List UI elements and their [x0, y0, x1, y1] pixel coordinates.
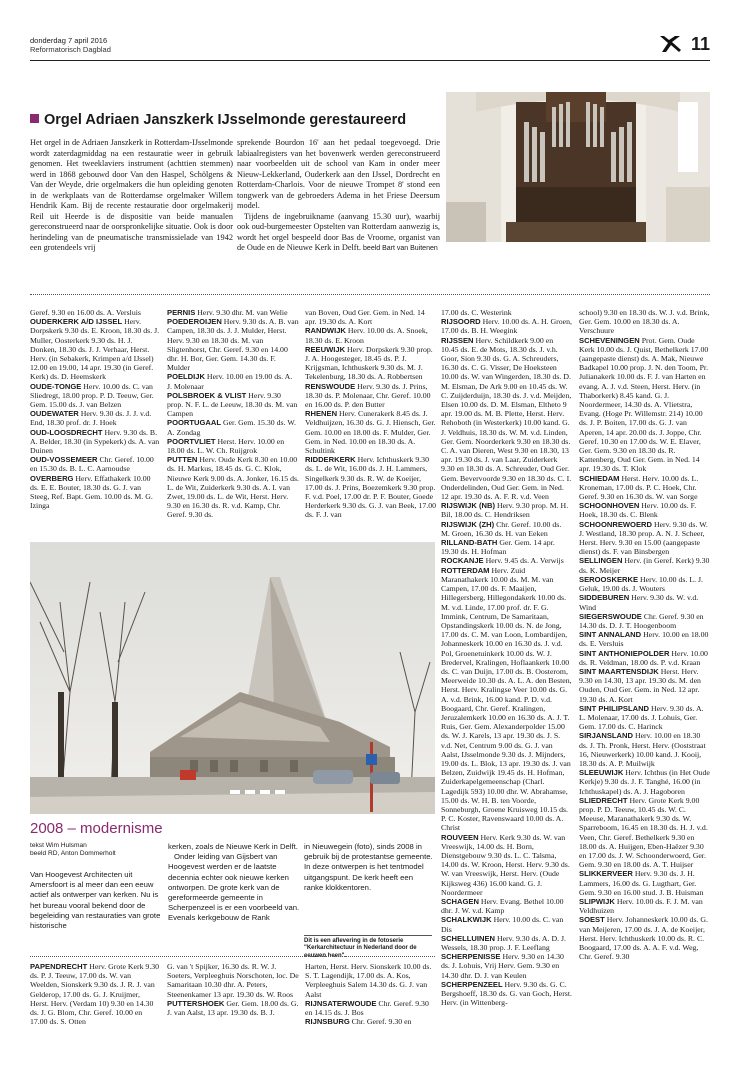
listing-text: Herv. 9.30 ds. A. L. Molenaar, 17.00 ds. J. Lohuis, Ger. Gem. 17.00 ds. C. Harinck — [579, 703, 704, 732]
listing-text: Herv. Johanneskerk 10.00 ds. G. van Meijeren, 17.00 ds. J. A. de Koeijer, Herst. Herv. Ichthuskerk 10.00 ds. R. C. Boogaard, 17.00 ds. A. A. F. v.d. Weg, Chr. Geref. 9.30 — [579, 915, 708, 962]
listing-text: Herv. 10.00 ds. A. H. Groen, 17.00 ds. B. H. Weegink — [441, 317, 572, 336]
listing-text: Herv. 9.30 ds. W. J. Westland, 18.30 prop. A. N. J. Scheer, Herst. Herv. 9.30 en 15.00 (aangepaste dienst) ds. F. van Binsbergen — [579, 519, 708, 557]
listing-text: Herv. 9.30 ds. W. v.d. Wind — [579, 593, 699, 612]
listing-text: Herv. 9.30 ds. J. Prins, 18.30 ds. P. Molenaar, Chr. Geref. 10.00 en 16.00 ds. P. den Butter — [305, 381, 431, 410]
listing-place: PERNIS — [167, 308, 196, 317]
feature-title: 2008 – modernisme — [30, 820, 163, 837]
feature-col-2 — [168, 842, 300, 924]
listing-text: Herv. Evang. Bethel 10.00 dhr. J. W. v.d. Kamp — [441, 897, 564, 916]
listing-text: G. van 't Spijker, 16.30 ds. R. W. J. Soeters, Verpleeghuis Norschoten, loc. De Samaritaan 10.30 dhr. A. Peters, Steenenkamer 13 apr. 19.30 ds. W. Roos — [167, 962, 299, 999]
listing-text: Herv. 9.45 ds. A. Verwijs — [483, 556, 564, 566]
listing-text: Herv. 9.30 ds. A. D. J. Wessels, 18.30 prop. J. F. Leeflang — [441, 933, 566, 953]
listing-text: Herv. Grote Kerk 9.00 prop. P. D. Teeuw, 10.45 ds. W. C. Meeuse, Maranathakerk 9.30 ds. W. Sparreboom, 16.45 en 18.30 ds. H. J. v.d. Veen, Chr. Geref. Bethelkerk 9.30 en 18.00 ds. A. Huijgen, Eben-Haëzer 9.30 en 17.00 ds. J. W. Schoonderwoerd, Ger. Gem. 9.30 en 18.00 ds. A. T. Huijser — [579, 795, 708, 870]
listing-place: POLSBROEK & VLIST — [167, 390, 247, 400]
page-header — [30, 36, 710, 58]
listing-text: Herv. Schildkerk 9.00 en 10.45 ds. E. de Mots, 18.30 ds. J. v.h. Goor, Sion 9.30 ds. G. A. Schreuders, 16.30 ds. C. G. Visser, De Hoeksteen 10.00 ds. W. van Wingerden, 18.30 ds. D. M. Elsman, De Ark 9.00 en 10.45 ds. W. C. Zuijderduijn, 18.30 ds. J. v.d. Meijden, Elsen 10.00 ds. D. M. Elsman, Eltheto 9 apr. 19.00 ds. M. B. Plette, Herst. Herv. Rehoboth (in Westerkerk) 10.00 kand. G. J. Veldhuis, 18.30 ds. W. M. v.d. Linden, Ger. Gem. Noorderkerk 9.30 en 18.30 ds. C. A. van Dieren, West 9.30 en 18.30, 13 apr. 19.30 ds. J. van Laar, Zuiderkerk 9.30 en 18.30 ds. A. Schreuder, Oud Ger. Gem. Bevervoorde 9.30 en 18.30 ds. C. I. Onderdelinden, Oud Ger. Gem. in Ned. 12 apr. 19.30 ds. A. F. R. v.d. Veen — [441, 335, 572, 502]
listing-column-2 — [167, 308, 299, 520]
listing-column-8 — [305, 962, 437, 1026]
listing-text: Herv. Cunerakerk 8.45 ds. J. Veldhuijzen, 16.30 ds. G. J. Hiensch, Ger. Gem. 10.00 en 18.00 ds. F. Mulder, Ger. Gem. in Ned. 10.00 en 18.30 ds. A. Schultink — [305, 409, 436, 456]
listing-place: RIJSWIJK (ZH) — [441, 519, 495, 529]
listing-place: SCHOONREWOERD — [579, 519, 652, 529]
listing-text: Prot. Gem. Oude Kerk 10.00 ds. J. Quist, Bethelkerk 17.00 (aangepaste dienst) ds. A. Mak, Nieuwe Badkapel 10.00 prop. J. N. den Toom, Pr. Julianakerk 10.00 ds. F. J. van Harten en evang. A. J. v.d. Steen, Herst. Herv. (in Thaborkerk) 8.45 kand. G. J. Noordermeer, 14.30 ds. A. Vlietstra, Evang. (Hoge Pr. Willemstr. 214) 10.00 ds. J. P. Boiten, 17.00 ds. G. J. van Aperen, 14 apr. 20.00 ds. J. Joppe, Chr. Geref. 10.30 en 17.00 ds. W. E. Elaver, Ger. Gem. 9.30 en 18.30 ds. R. Kattenberg, Oud Ger. Gem. in Ned. 14 apr. 19.30 ds. T. Klok — [579, 335, 709, 474]
listing-place: OUDERKERK A/D IJSSEL — [30, 317, 123, 327]
listing-place: SCHELLUINEN — [441, 933, 496, 943]
listing-text: Herv. (in Geref. Kerk) 9.30 ds. K. Meijer — [579, 556, 710, 575]
feature-col-3-text: in Nieuwegein (foto), sinds 2008 in gebruik bij de protestantse gemeente. In deze ontwerpen is het tentmodel uitgangspunt. De kerk heeft een ranke klokkentoren. — [304, 842, 433, 892]
article-col-2-text: sprekende Bourdon 16' aan het pedaal toegevoegd. Drie labiaalregisters van het bovenwerk werden gereconstrueerd naar voorbeelden uit de school van Kam in onder meer Nieuw-Lekkerland, Ouderkerk aan den IJssel, Dordrecht en Rotterdam-Charlois. Voor de nieuwe Trompet 8' stond een tongwerk van de gebroeders Adema in het Friese Deersum model. — [237, 138, 440, 210]
listing-text: Herv. 10.00 ds. C. van Sliedregt, 18.00 prop. P. D. Teeuw, Ger. Gem. 15.00 ds. J. van Belzen — [30, 381, 154, 410]
photo-credit: beeld Bart van Buitenen — [363, 245, 438, 252]
listing-text: Geref. 9.30 en 16.00 ds. A. Versluis — [30, 308, 141, 317]
feature-col-2-text: kerken, zoals de Nieuwe Kerk in Delft. — [168, 842, 298, 851]
headline-text: Orgel Adriaen Janszkerk IJsselmonde gerestaureerd — [44, 112, 407, 128]
listing-place: SELLINGEN — [579, 556, 623, 566]
listing-place: ROCKANJE — [441, 556, 484, 566]
listing-text: Herv. Zuid Maranathakerk 10.00 ds. M. M. van Campen, 17.00 ds. F. Maaijen, Hillegersberg, Hillegondakerk 10.00 ds. M. v.d. Linde, 17.00 prof. dr. F. G. Immink, Centrum, De Samaritaan, Opstandingskerk 10.00 ds. N. de Jong, 17.00 ds. C. M. van Loon, Lombardijen, Johanneskerk 10.00 en 16.30 ds. J. v.d. Pol, Groenetuinkerk 10.00 ds. W. J. Bredervel, Kralingen, Hoflaankerk 10.00 ds. C. van Duijn, 17.00 ds. B. Oosterom, Meerweide 10.30 ds. A. L. A. den Besten, Herst. Herv. Kralingse Veer 10.00 ds. G. A. v.d. Brink, 16.00 kand. P. D. v.d. Boogaard, Chr. Geref. Kralingen, Jeruzalemkerk 10.00 en 16.30 ds. A. J. T. Ruis, Ger. Gem. Alexanderpolder 15.00 ds. W. J. Karels, 13 apr. 19.30 ds. J. S. v.d. Net, Centrum 9.00 ds. G. J. van Aalst, IJsselmonde 9.30 ds. J. Mijnders, 19.00 ds. L. Blok, 13 apr. 19.30 ds. J. van Belzen, Zuidwijk 19.45 ds. H. Hofman, Zuiderkapelgemeenschap (Charl. Lagedijk 593) 10.00 dhr. W. Abrahamse, 15.00 ds. W. H. B. ten Voorde, Sonneburgh, Groene Kruisweg 10.15 ds. P. C. Koster, Ravenswaard 10.00 ds. A. Christ — [441, 565, 572, 833]
listing-text: Herv. 10.00 ds. L. J. Geluk, 19.00 ds. J. Wouters — [579, 574, 703, 594]
listing-place: SINT ANNALAND — [579, 630, 642, 640]
header-date: donderdag 7 april 2016 — [30, 36, 108, 45]
listing-text: Herv. Ichthus (in Het Oude Kerkje) 9.30 ds. J. F. Tanghé, 16.00 (in Ichthuskapel) ds. A. J. Hagoboren — [579, 768, 710, 796]
listing-text: Herv. 9.30 ds. J. J. v.d. End, 18.30 prof. dr. J. Hoek — [30, 409, 152, 428]
listing-text: Herv. 9.30 ds. A. B. van Campen, 18.30 ds. J. J. Mulder, Herst. Herv. 9.30 en 18.30 ds. M. van Sligtenhorst, Chr. Geref. 9.30 en 14.00 dhr. H. Bor, Ger. Gem. 14.30 ds. F. Mulder — [167, 317, 299, 373]
listing-text: Herv. Dorpskerk 9.30 ds. E. Kroon, 18.30 ds. J. Muller, Oosterkerk 9.30 ds. H. J. Donken, 18.30 ds. J. J. Verhaar, Herst. Herv. (in Sebakerk, Krimpen a/d IJssel) 12.00 en 19.00, 14 apr. 19.30 (in Geref. Kerk) ds. D. Heemskerk — [30, 317, 160, 382]
church-photo — [30, 542, 435, 814]
listing-text: Ger. Gem. 18.00 ds. G. J. van Aalst, 13 apr. 19.30 ds. B. J. — [167, 998, 299, 1018]
organ-photo — [446, 92, 710, 242]
listing-place: RHENEN — [305, 409, 338, 419]
listing-place: SCHAGEN — [441, 897, 479, 906]
listing-text: Herv. 9.30 prop. N. F. L. de Leeuw, 18.30 ds. M. van Campen — [167, 390, 298, 419]
listing-text: Chr. Geref. 10.00 ds. M. Groen, 16.30 ds. H. van Eeken — [441, 519, 562, 538]
listing-place: RIJSOORD — [441, 317, 481, 327]
listing-text: school) 9.30 en 18.30 ds. W. J. v.d. Brink, Ger. Gem. 10.00 en 18.30 ds. A. Verschuure — [579, 308, 710, 336]
listing-column-4 — [441, 308, 572, 1007]
article-col-2 — [237, 138, 440, 255]
article-col-1-text: Het orgel in de Adriaen Janszkerk in Rotterdam-IJsselmonde wordt zaterdagmiddag na een restauratie weer in gebruik genomen. Het tweeklaviers instrument (achttien stemmen) werd in 1868 gebouwd door Van den Haspel, Schölgens & Van der Weyde, drie orgelmakers die hun opleiding genoten in de werkplaats van de Rotterdamse orgelmaker Willem Hendrik Kam. Bij de recente restauratie door orgelmakerij Reil uit Heerde is de dispositie van beide manualen gereconstrueerd naar de oorspronkelijke situatie. Ook is door herindeling van de pneumatische transmissielade van 1942 een grotendeels vrij — [30, 138, 233, 252]
listing-text: Herv. 10.00 ds. R. Veldman, 18.00 ds. P. v.d. Kraan — [579, 648, 708, 667]
listing-place: OUDE-TONGE — [30, 381, 82, 391]
listing-column-3 — [305, 308, 437, 520]
listing-place: RIJNSATERWOUDE — [305, 998, 377, 1008]
listing-place: SINT ANTHONIEPOLDER — [579, 648, 670, 658]
listing-text: Herv. 9.30 ds. B. A. Belder, 18.30 (in Sypekerk) ds. A. van Duinen — [30, 427, 160, 456]
listing-place: RIJSWIJK (NB) — [441, 501, 496, 511]
listing-place: POEDEROIJEN — [167, 317, 222, 327]
listing-text: Herv. 9.30 en 14.30 ds. J. Lohuis, Vrij Herv. Gem. 9.30 en 14.30 dhr. D. J. van Keulen — [441, 952, 564, 980]
listing-text: 17.00 ds. C. Westerink — [441, 308, 512, 317]
listing-text: Herst. Herv. 9.30 en 14.30, 13 apr. 19.30 ds. M. den Ouden, Oud Ger. Gem. in Ned. 12 apr. 19.30 ds. A. Kort — [579, 666, 701, 704]
listing-place: REEUWIJK — [305, 344, 346, 354]
rd-logo-icon — [658, 34, 682, 54]
listing-place: RENSWOUDE — [305, 381, 356, 391]
listing-place: SIRJANSLAND — [579, 731, 634, 741]
listing-text: Herv. 10.00 ds. C. van Dis — [441, 915, 564, 934]
listing-column-1 — [30, 308, 160, 510]
listing-text: Ger. Gem. 15.30 ds. W. A. Zondag — [167, 418, 296, 437]
listing-place: SCHERPENISSE — [441, 952, 501, 962]
listing-text: Herv. 9.30 ds. G. C. Bergshoeff, 18.30 ds. G. van Goch, Herst. Herv. (in Wittenberg- — [441, 979, 572, 1008]
listing-text: Ger. Gem. 14 apr. 19.30 ds. H. Hofman — [441, 538, 555, 557]
listing-place: SIDDEBUREN — [579, 593, 630, 603]
article-col-1 — [30, 138, 233, 254]
header-paper-name: Reformatorisch Dagblad — [30, 45, 111, 54]
headline-marker — [30, 114, 39, 123]
listing-text: Herv. Ichthuskerk 9.30 ds. L. de Wit, 16.00 ds. J. H. Lammers, Singelkerk 9.30 ds. R. W. de Koeijer, 17.00 ds. J. Prins, Boezemkerk 9.30 prop. F. v.d. Poel, 17.00 dr. P. F. Bouter, Goede Herderkerk 9.30 ds. G. J. van Beek, 17.00 ds. F. J. van — [305, 455, 437, 520]
article-col-2b-text: Tijdens de ingebruikname (aanvang 15.30 uur), waarbij ook oud-burgemeester Opstelten van Rotterdam aanwezig is, wordt het orgel bespeeld door Bas de Vroome, organist van de Oude en de Nieuwe Kerk in Delft. — [237, 211, 440, 252]
listing-column-6 — [30, 962, 160, 1026]
listing-place: SLEEUWIJK — [579, 768, 624, 778]
listing-text: Chr. Geref. 9.30 en 14.30 ds. D. J. T. Hoogenboom — [579, 611, 704, 630]
feature-col-2b-text: Onder leiding van Gijsbert van Hoogevest werden er de laatste decennia echter ook nieuwe kerken ontworpen. De grote kerk van de gereformeerde gemeente in Scherpenzeel is er een voorbeeld van. Evenals kerkgebouw de Rank — [168, 852, 300, 923]
listing-column-7 — [167, 962, 299, 1017]
listing-place: POORTUGAAL — [167, 418, 221, 428]
listing-text: Herst. Herv. 10.00 ds. L. Kroneman, 17.00 ds. P. C. Hoek, Chr. Geref. 9.30 en 16.30 ds. W. van Sorge — [579, 473, 699, 502]
page-number: 11 — [690, 34, 710, 54]
listing-place: PAPENDRECHT — [30, 962, 88, 971]
listing-text: Herv. 10.00 en 19.00 ds. A. J. Molenaar — [167, 372, 293, 391]
listing-text: Chr. Geref. 9.30 en — [349, 1017, 412, 1027]
listing-text: Chr. Geref. 10.00 en 15.30 ds. B. L. C. Aarnoudse — [30, 455, 154, 474]
listing-place: OUD-VOSSEMEER — [30, 455, 98, 465]
listing-text: Herv. 9.30 prop. M. H. Bil, 18.00 ds. C. Hendriksen — [441, 501, 569, 520]
listing-place: POELDIJK — [167, 372, 205, 382]
listing-text: Herv. 10.00 ds. A. Snoek, 18.30 ds. E. Kroon — [305, 326, 428, 345]
listing-text: Harten, Herst. Herv. Sionskerk 10.00 ds. S. T. Lagendijk, 17.00 ds. A. Kos, Verpleeghuis Salem 14.30 ds. G. J. van Aalst — [305, 962, 432, 999]
listing-place: RIDDERKERK — [305, 455, 356, 465]
listing-place: POORTVLIET — [167, 436, 216, 446]
listing-place: SOEST — [579, 915, 605, 925]
listing-place: SCHEVENINGEN — [579, 335, 640, 345]
listing-text: Herv. 10.00 en 18.30 ds. J. Th. Pronk, Herst. Herv. (Ooststraat 16, Nieuwerkerk) 10.00 kand. J. Kooij, 18.30 ds. A. P. Muilwijk — [579, 731, 706, 768]
listing-place: OUD-LOOSDRECHT — [30, 427, 103, 437]
section-divider — [30, 294, 710, 295]
listing-place: SCHOONHOVEN — [579, 501, 640, 511]
listing-text: Herv. 10.00 ds. F. Hoek, 18.30 ds. C. Blenk — [579, 501, 697, 520]
listing-place: ROTTERDAM — [441, 565, 490, 575]
series-note: Dit is een aflevering in de fotoserie "Kerkarchitectuur in Nederland door de eeuwen heen". — [304, 935, 432, 960]
listing-place: SINT MAARTENSDIJK — [579, 666, 659, 676]
listing-place: SEROOSKERKE — [579, 574, 639, 584]
listing-text: Herst. Herv. 10.00 en 18.00 ds. L. W. Ch. Ruijgrok — [167, 436, 285, 456]
listing-place: PUTTERSHOEK — [167, 998, 225, 1008]
listing-place: RANDWIJK — [305, 326, 346, 336]
listing-place: OVERBERG — [30, 473, 74, 483]
listing-place: RIJNSBURG — [305, 1017, 350, 1027]
listing-text: Herv. Kerk 9.30 ds. W. van Vreeswijk, 14.00 ds. H. Born, Dienstgebouw 9.30 ds. L. C. Talsma, 14.00 ds. W. Kroon, Herst. Herv. 9.30 ds. W. van Vreeswijk, Herst. Herv. (Oude Kijksweg 436) 16.00 kand. G. J. Noordermeer — [441, 832, 570, 897]
listing-text: Herv. 9.30 ds. J. H. Lammers, 16.00 ds. G. Lugthart, Ger. Gem. 9.30 en 16.00 stud. J. B. Huisman — [579, 869, 704, 897]
listing-text: Herv. 9.30 dhr. M. van Welie — [195, 308, 288, 317]
listing-place: ROUVEEN — [441, 832, 479, 842]
listing-text: Herv. Grote Kerk 9.30 ds. P. J. Teeuw, 17.00 ds. W. van Weelden, Sionskerk 9.30 ds. J. R. J. van Gelderop, 17.00 ds. G. J. Kruijmer, Herst. Herv. (Verdam 10) 9.30 en 14.30 ds. J. G. Blom, Chr. Geref. 10.00 en 17.00 ds. S. Otten — [30, 962, 160, 1027]
listing-place: OUDEWATER — [30, 409, 79, 419]
listing-place: SIEGERSWOUDE — [579, 611, 642, 621]
feature-credits — [30, 842, 116, 858]
feature-photo-credit: beeld RD, Anton Dommerholt — [30, 850, 116, 857]
bottom-divider — [30, 956, 435, 957]
listing-place: SLIPWIJK — [579, 897, 615, 906]
listing-text: Herv. 10.00 en 18.00 ds. E. Versluis — [579, 630, 709, 649]
listing-text: Herv. Effathakerk 10.00 ds. E. E. Bouter, 18.30 ds. G. J. van Steeg, Ref. Bapt. Gem. 10.00 ds. M. G. Izinga — [30, 473, 153, 511]
listing-place: RILLAND-BATH — [441, 538, 498, 548]
feature-col-1 — [30, 870, 164, 931]
listing-place: SINT PHILIPSLAND — [579, 703, 650, 713]
listing-text: Herv. 10.00 ds. F. J. M. van Veldhuizen — [579, 897, 703, 916]
listing-place: PUTTEN — [167, 455, 198, 465]
listing-place: RIJSSEN — [441, 335, 474, 345]
header-rule — [30, 60, 710, 61]
listing-place: SCHALKWIJK — [441, 915, 492, 925]
feature-author: tekst Wim Hulsman — [30, 842, 87, 849]
listing-text: Herv. Oude Kerk 8.30 en 10.00 ds. H. Markus, 18.45 ds. G. C. Klok, Nieuwe Kerk 9.00 ds. A. Jonker, 16.15 ds. L. de Wit, Zuiderkerk 9.30 ds. A. I. van Zwet, 19.00 ds. L. de Wit, Herst. Herv. 9.30 en 16.30 ds. R. v.d. Kamp, Chr. Geref. 9.30 ds. — [167, 455, 300, 520]
listing-column-5 — [579, 308, 710, 961]
feature-col-1-text: Van Hoogevest Architecten uit Amersfoort is al meer dan een eeuw actief als ontwerper van kerken. Nu is het bureau vooral bekend door de begeleiding van restauraties van grote historische — [30, 870, 161, 931]
listing-text: Chr. Geref. 9.30 en 14.15 ds. J. Bos — [305, 998, 429, 1018]
listing-place: SLIKKERVEER — [579, 869, 633, 879]
listing-place: SCHERPENZEEL — [441, 979, 503, 989]
listing-text: van Boven, Oud Ger. Gem. in Ned. 14 apr. 19.30 ds. A. Kort — [305, 308, 425, 327]
listing-place: SLIEDRECHT — [579, 795, 628, 805]
listing-text: Herv. Dorpskerk 9.30 prop. J. A. Hoogesteger, 18.45 ds. P. J. Krijgsman, Ichthuskerk 9.30 ds. M. J. Tekelenburg, 18.30 ds. A. Robbertsen — [305, 344, 433, 382]
article-headline — [30, 112, 440, 128]
feature-col-3 — [304, 842, 434, 893]
listing-place: SCHIEDAM — [579, 473, 620, 483]
